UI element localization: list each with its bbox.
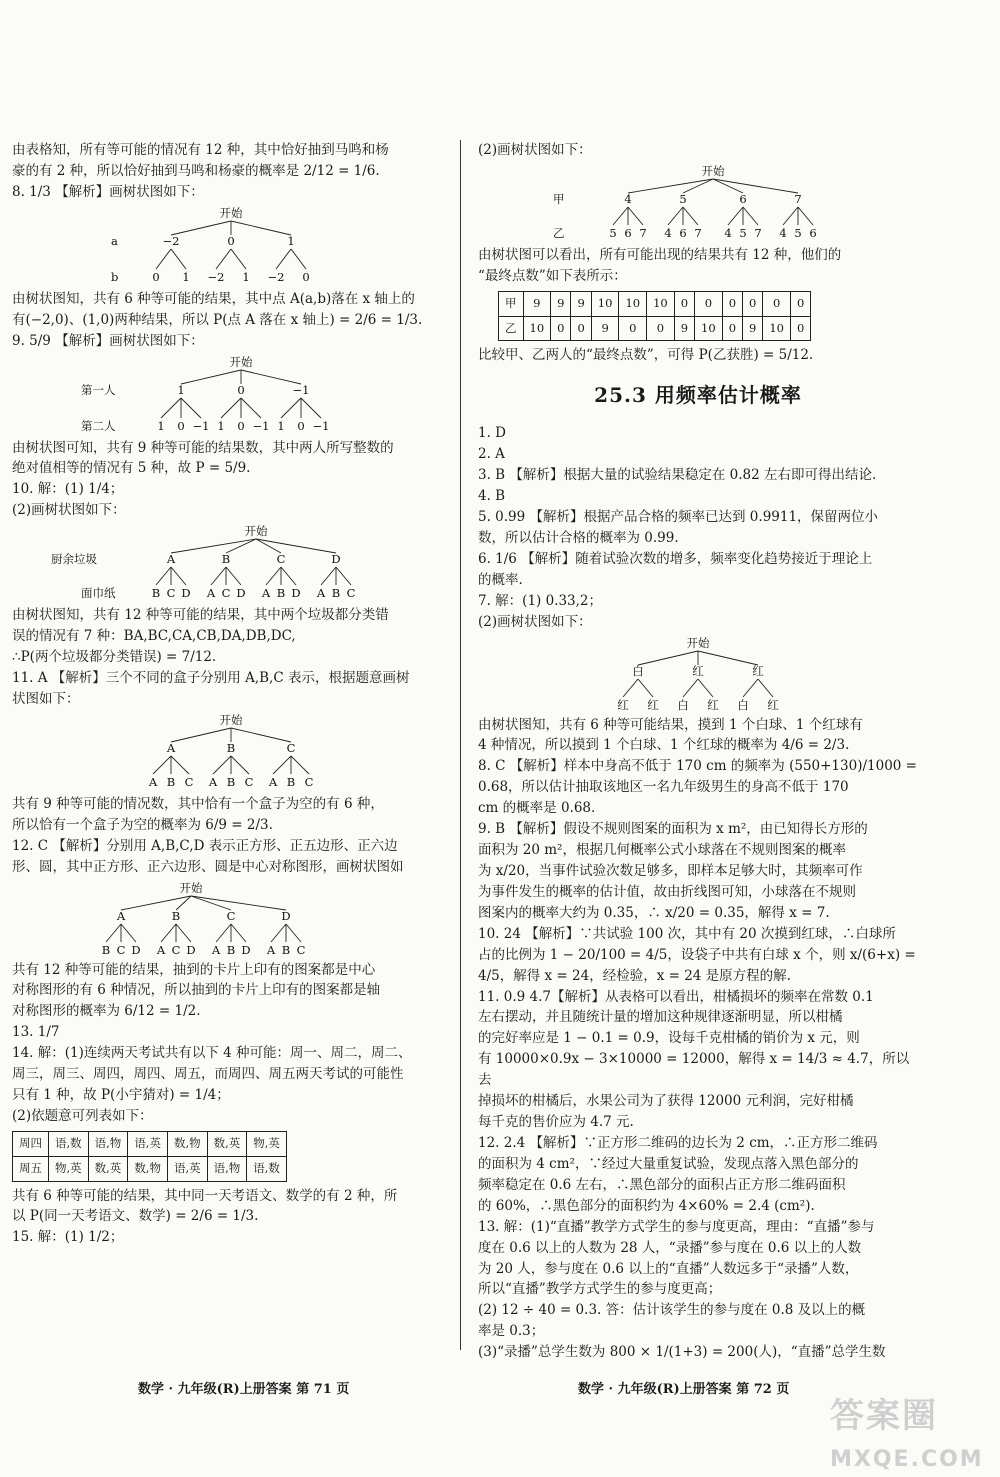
text-line: 3. B 【解析】根据大量的试验结果稳定在 0.82 左右即可得出结论. [478,467,877,484]
text-line: 11. 0.9 4.7【解析】从表格可以看出，柑橘损坏的频率在常数 0.1 [478,988,874,1005]
tree-node: −1 [252,418,270,433]
text-line: “最终点数”如下表所示： [478,267,627,284]
text-line: 2. A [478,446,505,463]
left-column [12,140,450,1248]
table-row [13,1131,287,1156]
tree-root: 开始 [701,163,725,178]
tree-node: 1 [217,418,225,433]
text-line: 7. 解：(1) 0.33,2； [478,592,603,609]
answer-13: 13. 1/7 [12,1024,60,1041]
text-line: 由树状图知，共有 6 种等可能结果，摸到 1 个白球、1 个红球有 [478,716,863,733]
tree-node: B [226,740,236,755]
tree-node: D [291,586,301,601]
tree-node: 7 [694,225,702,240]
text-line: 频率稳定在 0.6 左右，∴黑色部分的面积占正方形二维码面积 [478,1176,846,1193]
text-line: 0.68，所以估计抽取该地区一名九年级男生的身高不低于 170 [478,779,849,796]
text-line: 由树状图可知，共有 9 种等可能的结果数，其中两人所写整数的 [12,439,394,456]
tree-node: B [226,942,236,957]
answer-9-header: 9. 5/9 【解析】画树状图如下： [12,332,204,349]
tree-label-b: b [111,269,119,284]
tree-node: C [221,586,231,601]
tree-node: 红 [692,663,704,678]
tree-node: 6 [624,225,632,240]
table-cell: 0 [571,316,591,341]
text-line: 误的情况有 7 种：BA,BC,CA,CB,DA,DB,DC, [12,628,296,645]
tree-node: A [166,740,176,755]
text-line: 有 10000×0.9x − 3×10000 = 12000，解得 x = 14/3 ≈ 4.7，所以去 [478,1051,910,1089]
tree-diagram-11 [81,712,381,792]
table-cell: 0 [695,291,723,316]
tree-node: 6 [739,191,747,206]
tree-label-a: a [111,233,118,248]
table-cell: 语,物 [88,1131,128,1156]
table-cell: 0 [619,316,647,341]
tree-node: C [304,774,314,789]
text-line: 6. 1/6 【解析】随着试验次数的增多，频率变化趋势接近于理论上 [478,550,873,567]
table-cell: 9 [674,316,694,341]
tree-node: A [156,942,166,957]
tree-node: A [208,774,218,789]
table-cell: 物,英 [247,1131,287,1156]
text-line: 每千克的售价应为 4.7 元. [478,1114,634,1131]
tree-node: 5 [794,225,802,240]
tree-root: 开始 [179,880,203,895]
text-line: 对称图形的有 6 种情况，所以抽到的卡片上印有的图案都是轴 [12,982,381,999]
tree-node: C [226,908,236,923]
tree-node: D [186,942,196,957]
text-line: 图案内的概率大约为 0.35，∴ x/20 = 0.35，解得 x = 7. [478,904,830,921]
text-line: 共有 6 种等可能的结果，其中同一天考语文、数学的有 2 种，所 [12,1187,398,1204]
text-line: 4. B [478,488,506,505]
tree-node: −2 [162,233,180,248]
answer-14-header: 14. 解：(1)连续两天考试共有以下 4 种可能：周一、周二，周二、 [12,1045,412,1062]
tree-node: 红 [647,697,659,712]
text-line: ∴P(两个垃圾都分类错误) = 7/12. [12,649,217,666]
table-cell: 0 [647,316,675,341]
tree-node: 1 [157,418,165,433]
text-line: 由树状图知，共有 12 种等可能的结果，其中两个垃圾都分类错 [12,607,389,624]
text-line: 1. D [478,425,506,442]
tree-node: −1 [312,418,330,433]
text-line: 周三，周三、周四，周四、周五，而周四、周五两天考试的可能性 [12,1066,404,1083]
text-line: 的面积为 4 cm²，∵经过大量重复试验，发现点落入黑色部分的 [478,1155,859,1172]
tree-node: B [101,942,111,957]
tree-diagram-10 [41,523,421,603]
text-line: 左右摆动，并且随统计量的增加这种规律逐渐明显，所以柑橘 [478,1009,843,1026]
tree-node: C [296,942,306,957]
tree-node: 5 [679,191,687,206]
tree-node: 红 [767,697,779,712]
text-line: 有(−2,0)、(1,0)两种结果，所以 P(点 A 落在 x 轴上) = 2/6 = 1/3. [12,311,423,328]
column-divider [460,140,461,1350]
tree-root: 开始 [686,635,710,650]
text-line: 所以“直播”教学方式学生的参与度更高； [478,1281,722,1298]
schedule-table [12,1131,287,1182]
tree-node: B [286,774,296,789]
watermark-logo [830,1390,984,1472]
tree-node: C [276,552,286,567]
text-line: 4 种情况，所以摸到 1 个白球、1 个红球的概率为 4/6 = 2/3. [478,737,850,754]
tree-node: 0 [227,233,235,248]
tree-node: 4 [779,225,787,240]
tree-node: 白 [737,697,749,712]
table-cell: 0 [790,291,810,316]
text-line: 由树状图可以看出，所有可能出现的结果共有 12 种，他们的 [478,246,842,263]
table-header-cell: 乙 [499,316,524,341]
tree-node: 红 [617,697,629,712]
tree-diagram-8 [81,205,381,287]
text-line: (2)画树状图如下： [478,142,592,158]
tree-root: 开始 [219,712,243,727]
tree-node: C [171,942,181,957]
tree-node: 4 [724,225,732,240]
page-footer-right: 数学 · 九年级(R)上册答案 第 72 页 [578,1382,790,1397]
tree-node: 0 [237,382,245,397]
tree-level-label: 第二人 [81,418,116,433]
final-points-table [498,291,811,342]
text-line: 形、圆，其中正方形、正六边形、圆是中心对称图形，画树状图如 [12,858,404,875]
tree-node: B [331,586,341,601]
text-line: 9. B 【解析】假设不规则图案的面积为 x m²，由已知得长方形的 [478,821,868,838]
text-line: 的完好率应是 1 − 0.1 = 0.9，设每千克柑橘的销价为 x 元，则 [478,1030,860,1047]
tree-node: C [166,586,176,601]
table-cell: 9 [523,291,551,316]
answer-8-header: 8. 1/3 【解析】画树状图如下： [12,183,204,200]
tree-node: A [116,908,126,923]
text-line: 面积为 20 m²，根据几何概率公式小球落在不规则图案的概率 [478,842,846,859]
text-line: 的 60%，∴黑色部分的面积约为 4×60% = 2.4 (cm²). [478,1197,815,1214]
text-line: 度在 0.6 以上的人数为 28 人，“录播”参与度在 0.6 以上的人数 [478,1239,862,1256]
table-cell: 数,英 [88,1156,128,1181]
text-line: (2)依题意可列表如下： [12,1107,153,1124]
table-row [13,1156,287,1181]
tree-node: 红 [752,663,764,678]
table-cell: 0 [763,291,791,316]
text-line: 只有 1 种，故 P(小宇猜对) = 1/4； [12,1087,230,1104]
table-cell: 0 [551,316,571,341]
tree-diagram-balls [568,635,828,713]
text-line: 绝对值相等的情况有 5 种，故 P = 5/9. [12,460,251,477]
right-answers [478,715,918,1364]
text-line: (2)画树状图如下： [478,613,592,630]
tree-root: 开始 [244,524,268,539]
answer-10-header: 10. 解：(1) 1/4； [12,481,124,498]
text-line: 以 P(同一天考语文、数学) = 2/6 = 1/3. [12,1208,259,1225]
text-line: 率是 0.3； [478,1323,545,1340]
text-line: 为事件发生的概率的估计值，故由折线图可知，小球落在不规则 [478,883,856,900]
tree-node: −1 [192,418,210,433]
tree-node: 6 [679,225,687,240]
text-line: 状图如下： [12,690,80,707]
tree-node: 4 [664,225,672,240]
text-line: 13. 解：(1)“直播”教学方式学生的参与度更高，理由：“直播”参与 [478,1218,875,1235]
tree-diagram-9 [71,354,391,436]
tree-node: A [266,942,276,957]
table-cell: 物,英 [49,1156,89,1181]
tree-root: 开始 [219,205,243,220]
tree-node: B [276,586,286,601]
table-cell: 10 [591,291,619,316]
answer-15: 15. 解：(1) 1/2； [12,1229,124,1246]
text-line: 对称图形的概率为 6/12 = 1/2. [12,1003,201,1020]
text-line: 占的比例为 1 − 20/100 = 4/5，设袋子中共有白球 x 个，则 x/(6+x) = [478,946,916,963]
tree-node: A [316,586,326,601]
text-line: 10. 24 【解析】∵共试验 100 次，其中有 20 次摸到红球，∴白球所 [478,925,896,942]
tree-node: A [148,774,158,789]
tree-node: D [331,552,341,567]
text-line: (2) 12 ÷ 40 = 0.3. 答：估计该学生的参与度在 0.8 及以上的概 [478,1302,866,1319]
tree-node: 7 [754,225,762,240]
tree-node: 1 [287,233,295,248]
table-cell: 语,物 [207,1156,247,1181]
tree-node: 4 [624,191,632,206]
tree-node: 7 [639,225,647,240]
tree-node: C [286,740,296,755]
table-cell: 0 [674,291,694,316]
tree-node: B [221,552,231,567]
table-cell: 10 [647,291,675,316]
tree-node: 5 [609,225,617,240]
tree-node: B [151,586,161,601]
tree-node: A [261,586,271,601]
text-line: 12. 2.4 【解析】∵正方形二维码的边长为 2 cm，∴正方形二维码 [478,1134,878,1151]
tree-level-label: 乙 [553,225,565,240]
section-title: 25.3 用频率估计概率 [594,383,802,408]
tree-node: −2 [267,269,285,284]
table-row [499,316,811,341]
tree-node: 白 [632,663,644,678]
right-column [478,140,918,1363]
text-line: 由表格知，所有等可能的情况有 12 种，其中恰好抽到马鸣和杨 [12,142,389,158]
tree-node: C [244,774,254,789]
text-line: 8. C 【解析】样本中身高不低于 170 cm 的频率为 (550+130)/1000 = [478,758,917,775]
table-cell: 10 [695,316,723,341]
text-line: 5. 0.99 【解析】根据产品合格的频率已达到 0.9911，保留两位小 [478,509,879,525]
tree-node: 白 [677,697,689,712]
table-cell: 10 [763,316,791,341]
table-header-cell: 周五 [13,1156,49,1181]
tree-node: B [226,774,236,789]
table-cell: 10 [619,291,647,316]
table-cell: 9 [743,316,763,341]
watermark-text: 答案圈 [830,1396,938,1436]
tree-node: C [346,586,356,601]
tree-node: 0 [297,418,305,433]
text-line: 掉损坏的柑橘后，水果公司为了获得 12000 元利润，完好柑橘 [478,1093,854,1110]
text-line: 由树状图知，共有 6 种等可能的结果，其中点 A(a,b)落在 x 轴上的 [12,290,415,307]
tree-level-label: 面巾纸 [81,586,116,601]
table-cell: 语,英 [128,1131,168,1156]
table-cell: 语,数 [49,1131,89,1156]
text-line: 为 x/20，当事件试验次数足够多，即样本足够大时，其频率可作 [478,862,863,879]
table-cell: 数,英 [207,1131,247,1156]
tree-node: D [281,908,291,923]
tree-node: 1 [277,418,285,433]
tree-node: −2 [207,269,225,284]
tree-node: 0 [152,269,160,284]
table-cell: 0 [722,316,742,341]
tree-diagram-dice [533,163,863,243]
text-line: 数，所以估计合格的概率为 0.99. [478,529,679,546]
text-line: 共有 9 种等可能的情况数，其中恰有一个盒子为空的有 6 种， [12,795,384,812]
tree-node: 0 [177,418,185,433]
text-line: (2)画树状图如下： [12,502,126,519]
tree-root: 开始 [229,354,253,369]
table-cell: 0 [722,291,742,316]
tree-node: 6 [809,225,817,240]
tree-node: 7 [794,191,802,206]
table-cell: 数,物 [167,1131,207,1156]
text-line: 共有 12 种等可能的结果，抽到的卡片上印有的图案都是中心 [12,961,376,978]
tree-node: 1 [177,382,185,397]
tree-node: B [281,942,291,957]
tree-node: C [116,942,126,957]
tree-diagram-12 [61,880,401,958]
answer-11-header: 11. A 【解析】三个不同的盒子分别用 A,B,C 表示，根据题意画树 [12,669,410,686]
tree-node: B [171,908,181,923]
text-line: (3)“录播”总学生数为 800 × 1/(1+3) = 200(人)，“直播”总学生数 [478,1344,886,1361]
tree-node: D [131,942,141,957]
text-line: cm 的概率是 0.68. [478,800,596,817]
tree-node: D [241,942,251,957]
tree-node: 1 [242,269,250,284]
table-cell: 语,英 [167,1156,207,1181]
table-header-cell: 甲 [499,291,524,316]
table-cell: 0 [790,316,810,341]
tree-node: D [181,586,191,601]
watermark-url: MXQE.COM [830,1446,984,1472]
table-cell: 语,数 [247,1156,287,1181]
table-cell: 数,物 [128,1156,168,1181]
tree-node: D [236,586,246,601]
tree-node: −1 [292,382,310,397]
tree-node: A [211,942,221,957]
text-line: 的概率. [478,571,523,588]
tree-node: 0 [237,418,245,433]
text-line: 比较甲、乙两人的“最终点数”，可得 P(乙获胜) = 5/12. [478,347,814,364]
tree-node: A [268,774,278,789]
table-cell: 9 [551,291,571,316]
table-cell: 0 [743,291,763,316]
tree-node: 5 [739,225,747,240]
table-cell: 9 [571,291,591,316]
table-row [499,291,811,316]
tree-node: 0 [302,269,310,284]
text-line: 4/5，解得 x = 24，经检验，x = 24 是原方程的解. [478,967,791,984]
tree-node: 1 [182,269,190,284]
tree-level-label: 甲 [553,191,565,206]
tree-node: A [206,586,216,601]
text-line: 豪的有 2 种，所以恰好抽到马鸣和杨豪的概率是 2/12 = 1/6. [12,162,380,179]
table-cell: 10 [523,316,551,341]
text-line: 为 20 人，参与度在 0.6 以上的“直播”人数远多于“录播”人数， [478,1260,859,1277]
tree-node: A [166,552,176,567]
text-line: 所以恰有一个盒子为空的概率为 6/9 = 2/3. [12,816,273,833]
page-footer-left: 数学 · 九年级(R)上册答案 第 71 页 [138,1382,350,1397]
table-cell: 9 [591,316,619,341]
tree-level-label: 厨余垃圾 [51,552,97,567]
table-header-cell: 周四 [13,1131,49,1156]
answer-12-header: 12. C 【解析】分别用 A,B,C,D 表示正方形、正五边形、正六边 [12,837,398,854]
tree-node: B [166,774,176,789]
tree-node: 红 [707,697,719,712]
tree-node: C [184,774,194,789]
tree-level-label: 第一人 [81,382,116,397]
